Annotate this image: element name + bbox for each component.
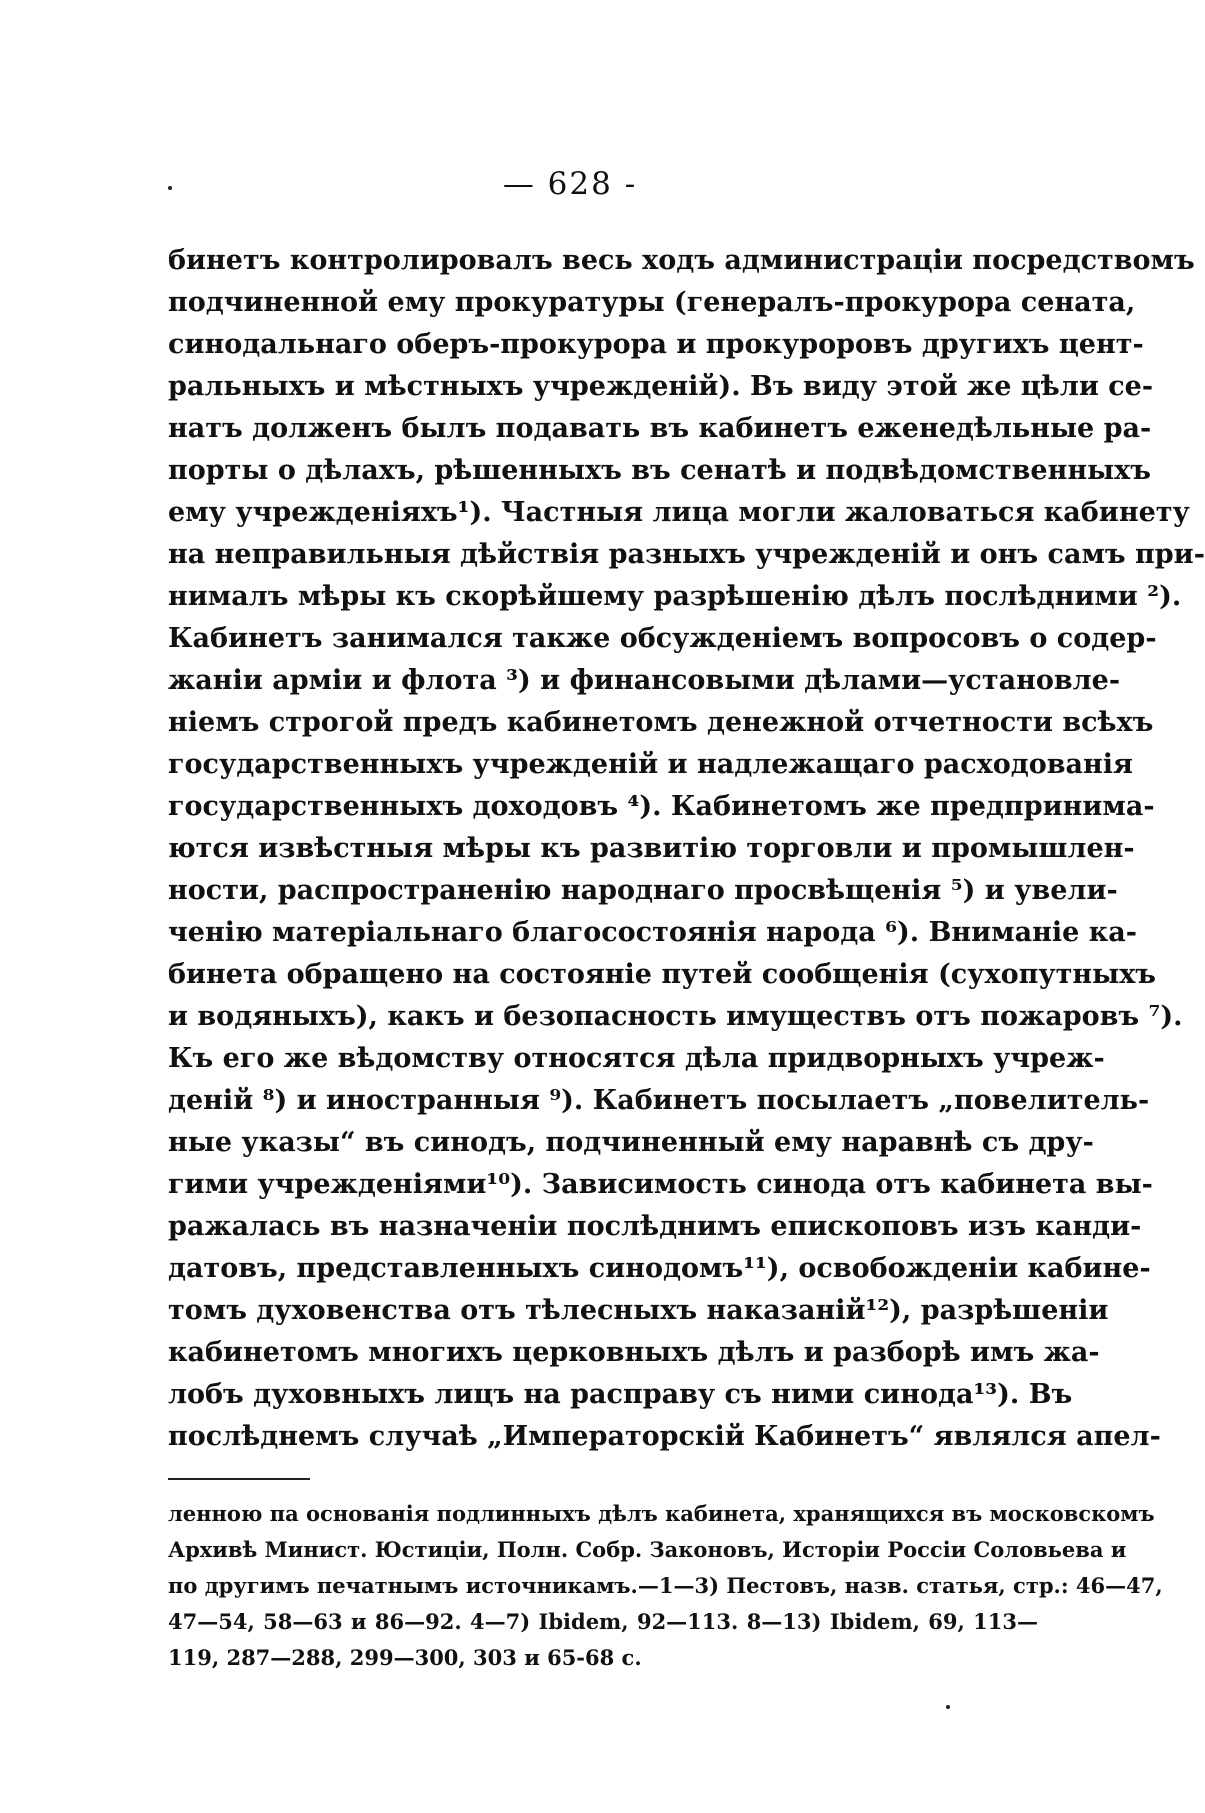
text-line: порты о дѣлахъ, рѣшенныхъ въ сенатѣ и подвѣдомственныхъ (168, 455, 1151, 486)
text-line: бинетъ контролировалъ весь ходъ администраціи посредствомъ (168, 245, 1195, 276)
text-line: бинета обращено на состояніе путей сообщенія (сухопутныхъ (168, 959, 1157, 990)
footnote-separator (168, 1478, 310, 1480)
text-line: ются извѣстныя мѣры къ развитію торговли и промышлен- (168, 833, 1135, 864)
text-line: ему учрежденіяхъ¹). Частныя лица могли жаловаться кабинету (168, 497, 1190, 528)
text-line: послѣднемъ случаѣ „Императорскій Кабинетъ“ являлся апел- (168, 1421, 1161, 1452)
text-line: Къ его же вѣдомству относятся дѣла придворныхъ учреж- (168, 1043, 1105, 1074)
text-line: нималъ мѣры къ скорѣйшему разрѣшенію дѣлъ послѣдними ²). (168, 581, 1182, 612)
page-number: — 628 - (502, 166, 638, 202)
text-line: жаніи арміи и флота ³) и финансовыми дѣлами—установле- (168, 665, 1121, 696)
footnotes (168, 1496, 1163, 1676)
text-line: томъ духовенства отъ тѣлесныхъ наказаній¹²), разрѣшеніи (168, 1295, 1109, 1326)
footnote-line: 119, 287—288, 299—300, 303 и 65-68 с. (168, 1645, 642, 1670)
text-line: государственныхъ доходовъ ⁴). Кабинетомъ же предпринима- (168, 791, 1155, 822)
text-line: лобъ духовныхъ лицъ на расправу съ ними синода¹³). Въ (168, 1379, 1073, 1410)
print-speck (946, 1705, 950, 1709)
text-line: ражалась въ назначеніи послѣднимъ епископовъ изъ канди- (168, 1211, 1142, 1242)
text-line: синодальнаго оберъ-прокурора и прокуроровъ другихъ цент- (168, 329, 1144, 360)
text-line: Кабинетъ занимался также обсужденіемъ вопросовъ о содер- (168, 623, 1157, 654)
footnote-line: 47—54, 58—63 и 86—92. 4—7) Ibidem, 92—113. 8—13) Ibidem, 69, 113— (168, 1609, 1038, 1634)
text-line: и водяныхъ), какъ и безопасность имуществъ отъ пожаровъ ⁷). (168, 1001, 1183, 1032)
text-line: государственныхъ учрежденій и надлежащаго расходованія (168, 749, 1133, 780)
text-line: ральныхъ и мѣстныхъ учрежденій). Въ виду этой же цѣли се- (168, 371, 1154, 402)
text-line: деній ⁸) и иностранныя ⁹). Кабинетъ посылаетъ „повелитель- (168, 1085, 1150, 1116)
text-line: гими учрежденіями¹⁰). Зависимость синода отъ кабинета вы- (168, 1169, 1153, 1200)
footnote-line: ленною па основанія подлинныхъ дѣлъ кабинета, хранящихся въ московскомъ (168, 1501, 1155, 1526)
main-text (168, 240, 1205, 1458)
text-line: ности, распространенію народнаго просвѣщенія ⁵) и увели- (168, 875, 1118, 906)
footnote-line: по другимъ печатнымъ источникамъ.—1—3) Пестовъ, назв. статья, стр.: 46—47, (168, 1573, 1163, 1598)
text-line: на неправильныя дѣйствія разныхъ учрежденій и онъ самъ при- (168, 539, 1205, 570)
text-line: ные указы“ въ синодъ, подчиненный ему наравнѣ съ дру- (168, 1127, 1094, 1158)
text-line: ченію матеріальнаго благосостоянія народа ⁶). Вниманіе ка- (168, 917, 1137, 948)
text-line: кабинетомъ многихъ церковныхъ дѣлъ и разборѣ имъ жа- (168, 1337, 1100, 1368)
text-line: датовъ, представленныхъ синодомъ¹¹), освобожденіи кабине- (168, 1253, 1151, 1284)
text-line: натъ долженъ былъ подавать въ кабинетъ еженедѣльные ра- (168, 413, 1152, 444)
text-line: подчиненной ему прокуратуры (генералъ-прокурора сената, (168, 287, 1136, 318)
footnote-line: Архивѣ Миниcт. Юстиціи, Полн. Собр. Законовъ, Исторіи Россіи Соловьева и (168, 1537, 1127, 1562)
text-line: ніемъ строгой предъ кабинетомъ денежной отчетности всѣхъ (168, 707, 1154, 738)
